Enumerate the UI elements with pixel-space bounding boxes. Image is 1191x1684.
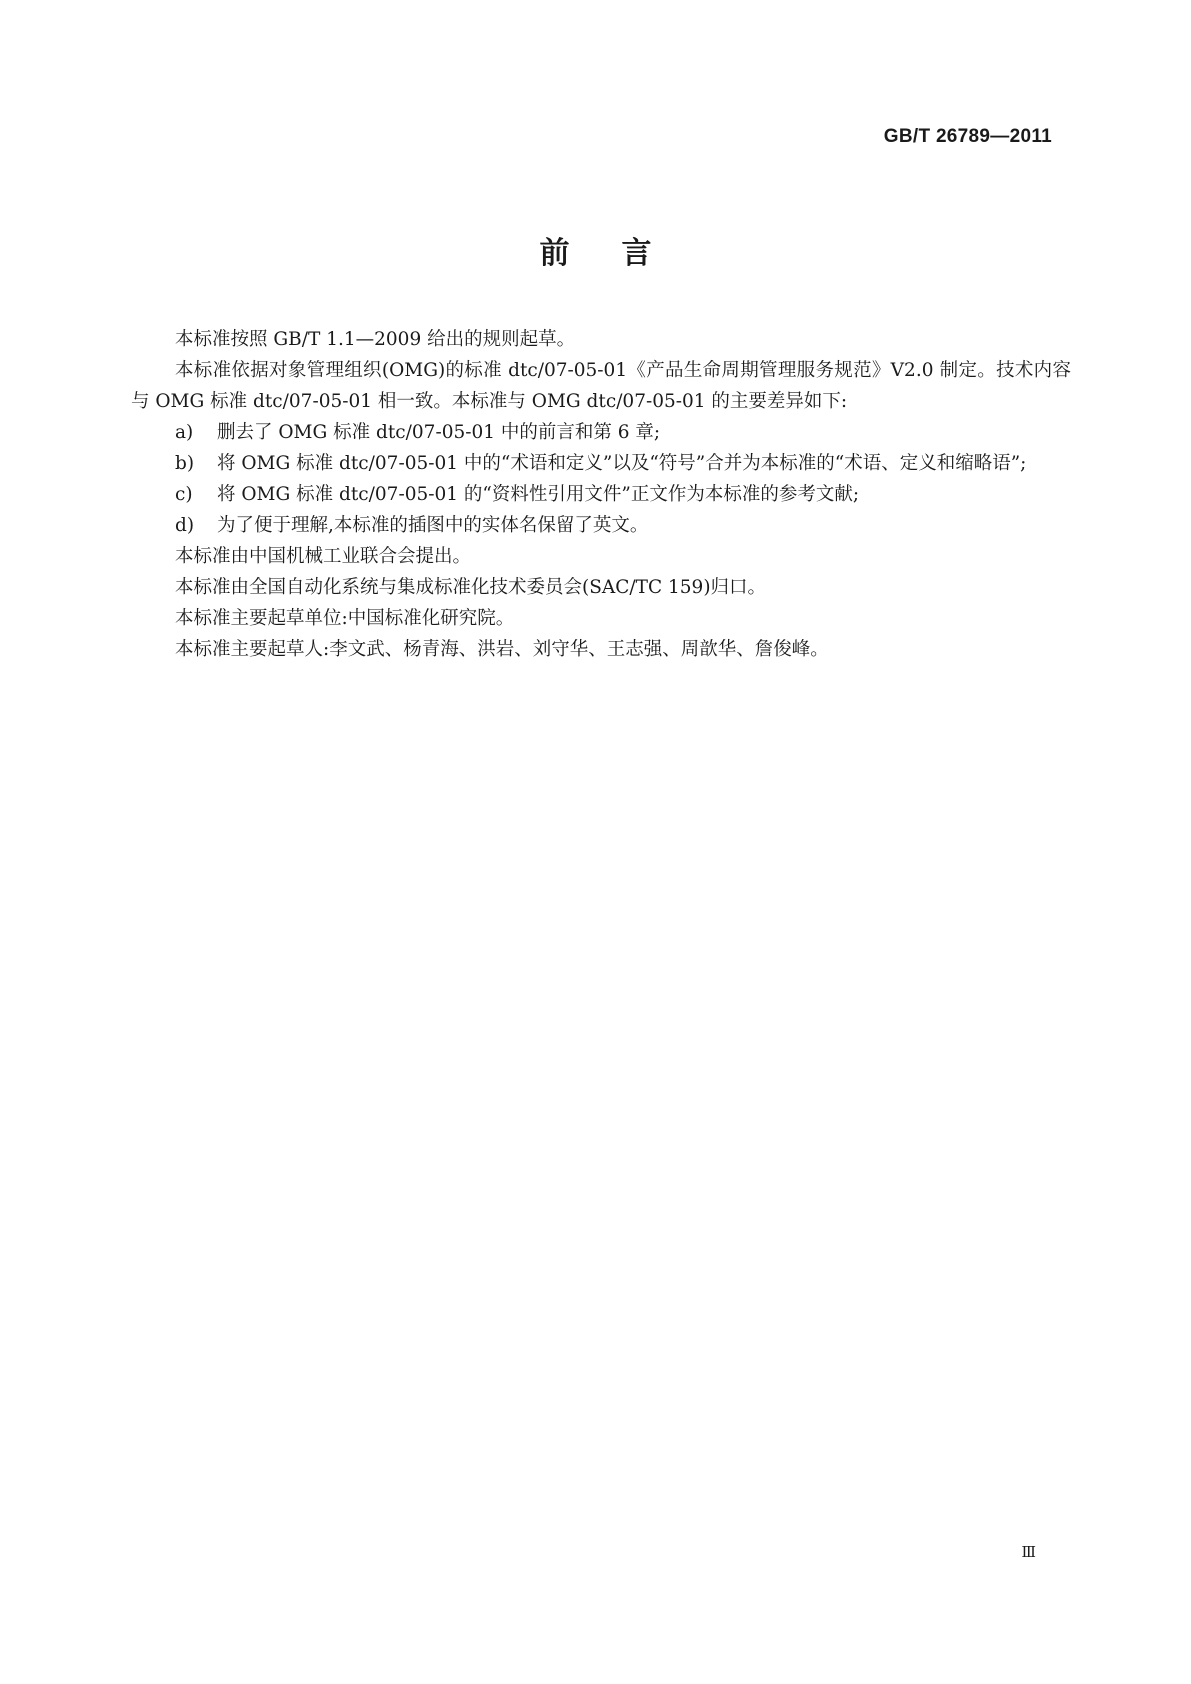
foreword-body [131,324,1071,665]
list-marker: d) [175,515,195,536]
list-marker: a) [175,422,194,443]
paragraph-drafting-unit: 本标准主要起草单位:中国标准化研究院。 [175,608,515,629]
document-code: GB/T 26789—2011 [883,126,1052,147]
paragraph-committee: 本标准由全国自动化系统与集成标准化技术委员会(SAC/TC 159)归口。 [175,577,767,598]
paragraph-basis: 本标准依据对象管理组织(OMG)的标准 dtc/07-05-01《产品生命周期管理服务规范》V2.0 制定。技术内容与 OMG 标准 dtc/07-05-01 相一致。本标准与 OMG dtc/07-05-01 的主要差异如下: [131,360,1071,412]
list-item [131,479,1071,510]
differences-list [131,417,1071,541]
list-item [131,417,1071,448]
list-item [131,448,1071,479]
list-marker: c) [175,484,193,505]
page-title: 前言 [539,236,704,271]
list-item-text: 将 OMG 标准 dtc/07-05-01 的“资料性引用文件”正文作为本标准的参考文献; [217,484,860,505]
paragraph-drafting-rules: 本标准按照 GB/T 1.1—2009 给出的规则起草。 [175,329,576,350]
list-item-text: 删去了 OMG 标准 dtc/07-05-01 中的前言和第 6 章; [217,422,661,443]
list-item-text: 为了便于理解,本标准的插图中的实体名保留了英文。 [217,515,649,536]
list-item-text: 将 OMG 标准 dtc/07-05-01 中的“术语和定义”以及“符号”合并为本标准的“术语、定义和缩略语”; [217,453,1027,474]
paragraph-proposer: 本标准由中国机械工业联合会提出。 [175,546,472,567]
page-number: Ⅲ [1021,1543,1036,1561]
list-item [131,510,1071,541]
list-marker: b) [175,453,195,474]
paragraph-drafters: 本标准主要起草人:李文武、杨青海、洪岩、刘守华、王志强、周歆华、詹俊峰。 [175,639,829,660]
